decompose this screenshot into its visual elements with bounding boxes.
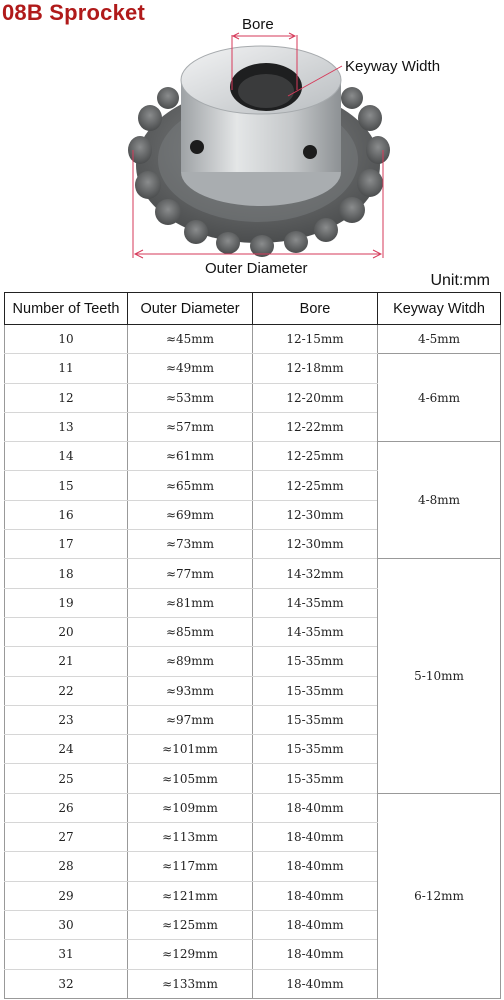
cell-outer-diameter: ≈69mm [128,500,253,529]
cell-teeth: 22 [5,676,128,705]
cell-keyway-width: 4-5mm [378,325,501,354]
cell-teeth: 12 [5,383,128,412]
table-row [5,354,501,383]
cell-outer-diameter: ≈93mm [128,676,253,705]
cell-outer-diameter: ≈121mm [128,881,253,910]
cell-keyway-width: 4-6mm [378,354,501,442]
cell-outer-diameter: ≈129mm [128,940,253,969]
cell-teeth: 32 [5,969,128,998]
cell-keyway-width: 5-10mm [378,559,501,793]
cell-bore: 12-18mm [253,354,378,383]
cell-bore: 14-32mm [253,559,378,588]
cell-teeth: 30 [5,910,128,939]
cell-teeth: 10 [5,325,128,354]
cell-bore: 15-35mm [253,705,378,734]
table-body [5,325,501,999]
cell-bore: 12-30mm [253,530,378,559]
cell-outer-diameter: ≈81mm [128,588,253,617]
cell-outer-diameter: ≈77mm [128,559,253,588]
outer-diameter-label: Outer Diameter [205,260,308,277]
cell-bore: 18-40mm [253,852,378,881]
table-header-row [5,293,501,325]
cell-teeth: 26 [5,793,128,822]
cell-outer-diameter: ≈125mm [128,910,253,939]
bore-label: Bore [242,16,274,33]
cell-teeth: 11 [5,354,128,383]
cell-bore: 15-35mm [253,764,378,793]
cell-teeth: 23 [5,705,128,734]
header-keyway-width: Keyway Witdh [378,293,501,325]
cell-bore: 12-15mm [253,325,378,354]
cell-bore: 18-40mm [253,940,378,969]
cell-teeth: 14 [5,442,128,471]
spec-table [4,292,501,999]
cell-bore: 18-40mm [253,793,378,822]
sprocket-figure [0,0,504,285]
cell-teeth: 16 [5,500,128,529]
cell-outer-diameter: ≈133mm [128,969,253,998]
cell-outer-diameter: ≈85mm [128,617,253,646]
cell-outer-diameter: ≈53mm [128,383,253,412]
cell-teeth: 17 [5,530,128,559]
cell-bore: 12-30mm [253,500,378,529]
cell-teeth: 31 [5,940,128,969]
cell-bore: 12-25mm [253,442,378,471]
cell-teeth: 29 [5,881,128,910]
table-row [5,325,501,354]
cell-teeth: 13 [5,412,128,441]
table-row [5,559,501,588]
header-bore: Bore [253,293,378,325]
cell-outer-diameter: ≈105mm [128,764,253,793]
cell-teeth: 19 [5,588,128,617]
cell-teeth: 24 [5,735,128,764]
cell-outer-diameter: ≈57mm [128,412,253,441]
cell-bore: 18-40mm [253,910,378,939]
cell-keyway-width: 6-12mm [378,793,501,998]
cell-outer-diameter: ≈61mm [128,442,253,471]
cell-bore: 18-40mm [253,881,378,910]
cell-outer-diameter: ≈97mm [128,705,253,734]
cell-bore: 12-25mm [253,471,378,500]
cell-outer-diameter: ≈89mm [128,647,253,676]
cell-bore: 15-35mm [253,676,378,705]
cell-outer-diameter: ≈45mm [128,325,253,354]
cell-outer-diameter: ≈73mm [128,530,253,559]
cell-bore: 15-35mm [253,647,378,676]
cell-bore: 14-35mm [253,588,378,617]
cell-outer-diameter: ≈101mm [128,735,253,764]
cell-bore: 18-40mm [253,823,378,852]
cell-teeth: 21 [5,647,128,676]
page-title: 08B Sprocket [2,0,146,25]
table-row [5,442,501,471]
cell-bore: 14-35mm [253,617,378,646]
cell-outer-diameter: ≈49mm [128,354,253,383]
cell-teeth: 20 [5,617,128,646]
cell-bore: 18-40mm [253,969,378,998]
header-outer-diameter: Outer Diameter [128,293,253,325]
cell-teeth: 15 [5,471,128,500]
header-teeth: Number of Teeth [5,293,128,325]
cell-outer-diameter: ≈109mm [128,793,253,822]
cell-bore: 12-22mm [253,412,378,441]
sprocket-illustration [0,0,504,285]
set-screw-left [190,140,204,154]
cell-teeth: 28 [5,852,128,881]
cell-outer-diameter: ≈113mm [128,823,253,852]
unit-label: Unit:mm [430,272,490,289]
cell-teeth: 18 [5,559,128,588]
keyway-width-label: Keyway Width [345,58,441,75]
set-screw-right [303,145,317,159]
cell-teeth: 25 [5,764,128,793]
sprocket-hub [181,46,341,206]
cell-outer-diameter: ≈65mm [128,471,253,500]
cell-outer-diameter: ≈117mm [128,852,253,881]
cell-keyway-width: 4-8mm [378,442,501,559]
cell-bore: 15-35mm [253,735,378,764]
table-row [5,793,501,822]
cell-teeth: 27 [5,823,128,852]
cell-bore: 12-20mm [253,383,378,412]
